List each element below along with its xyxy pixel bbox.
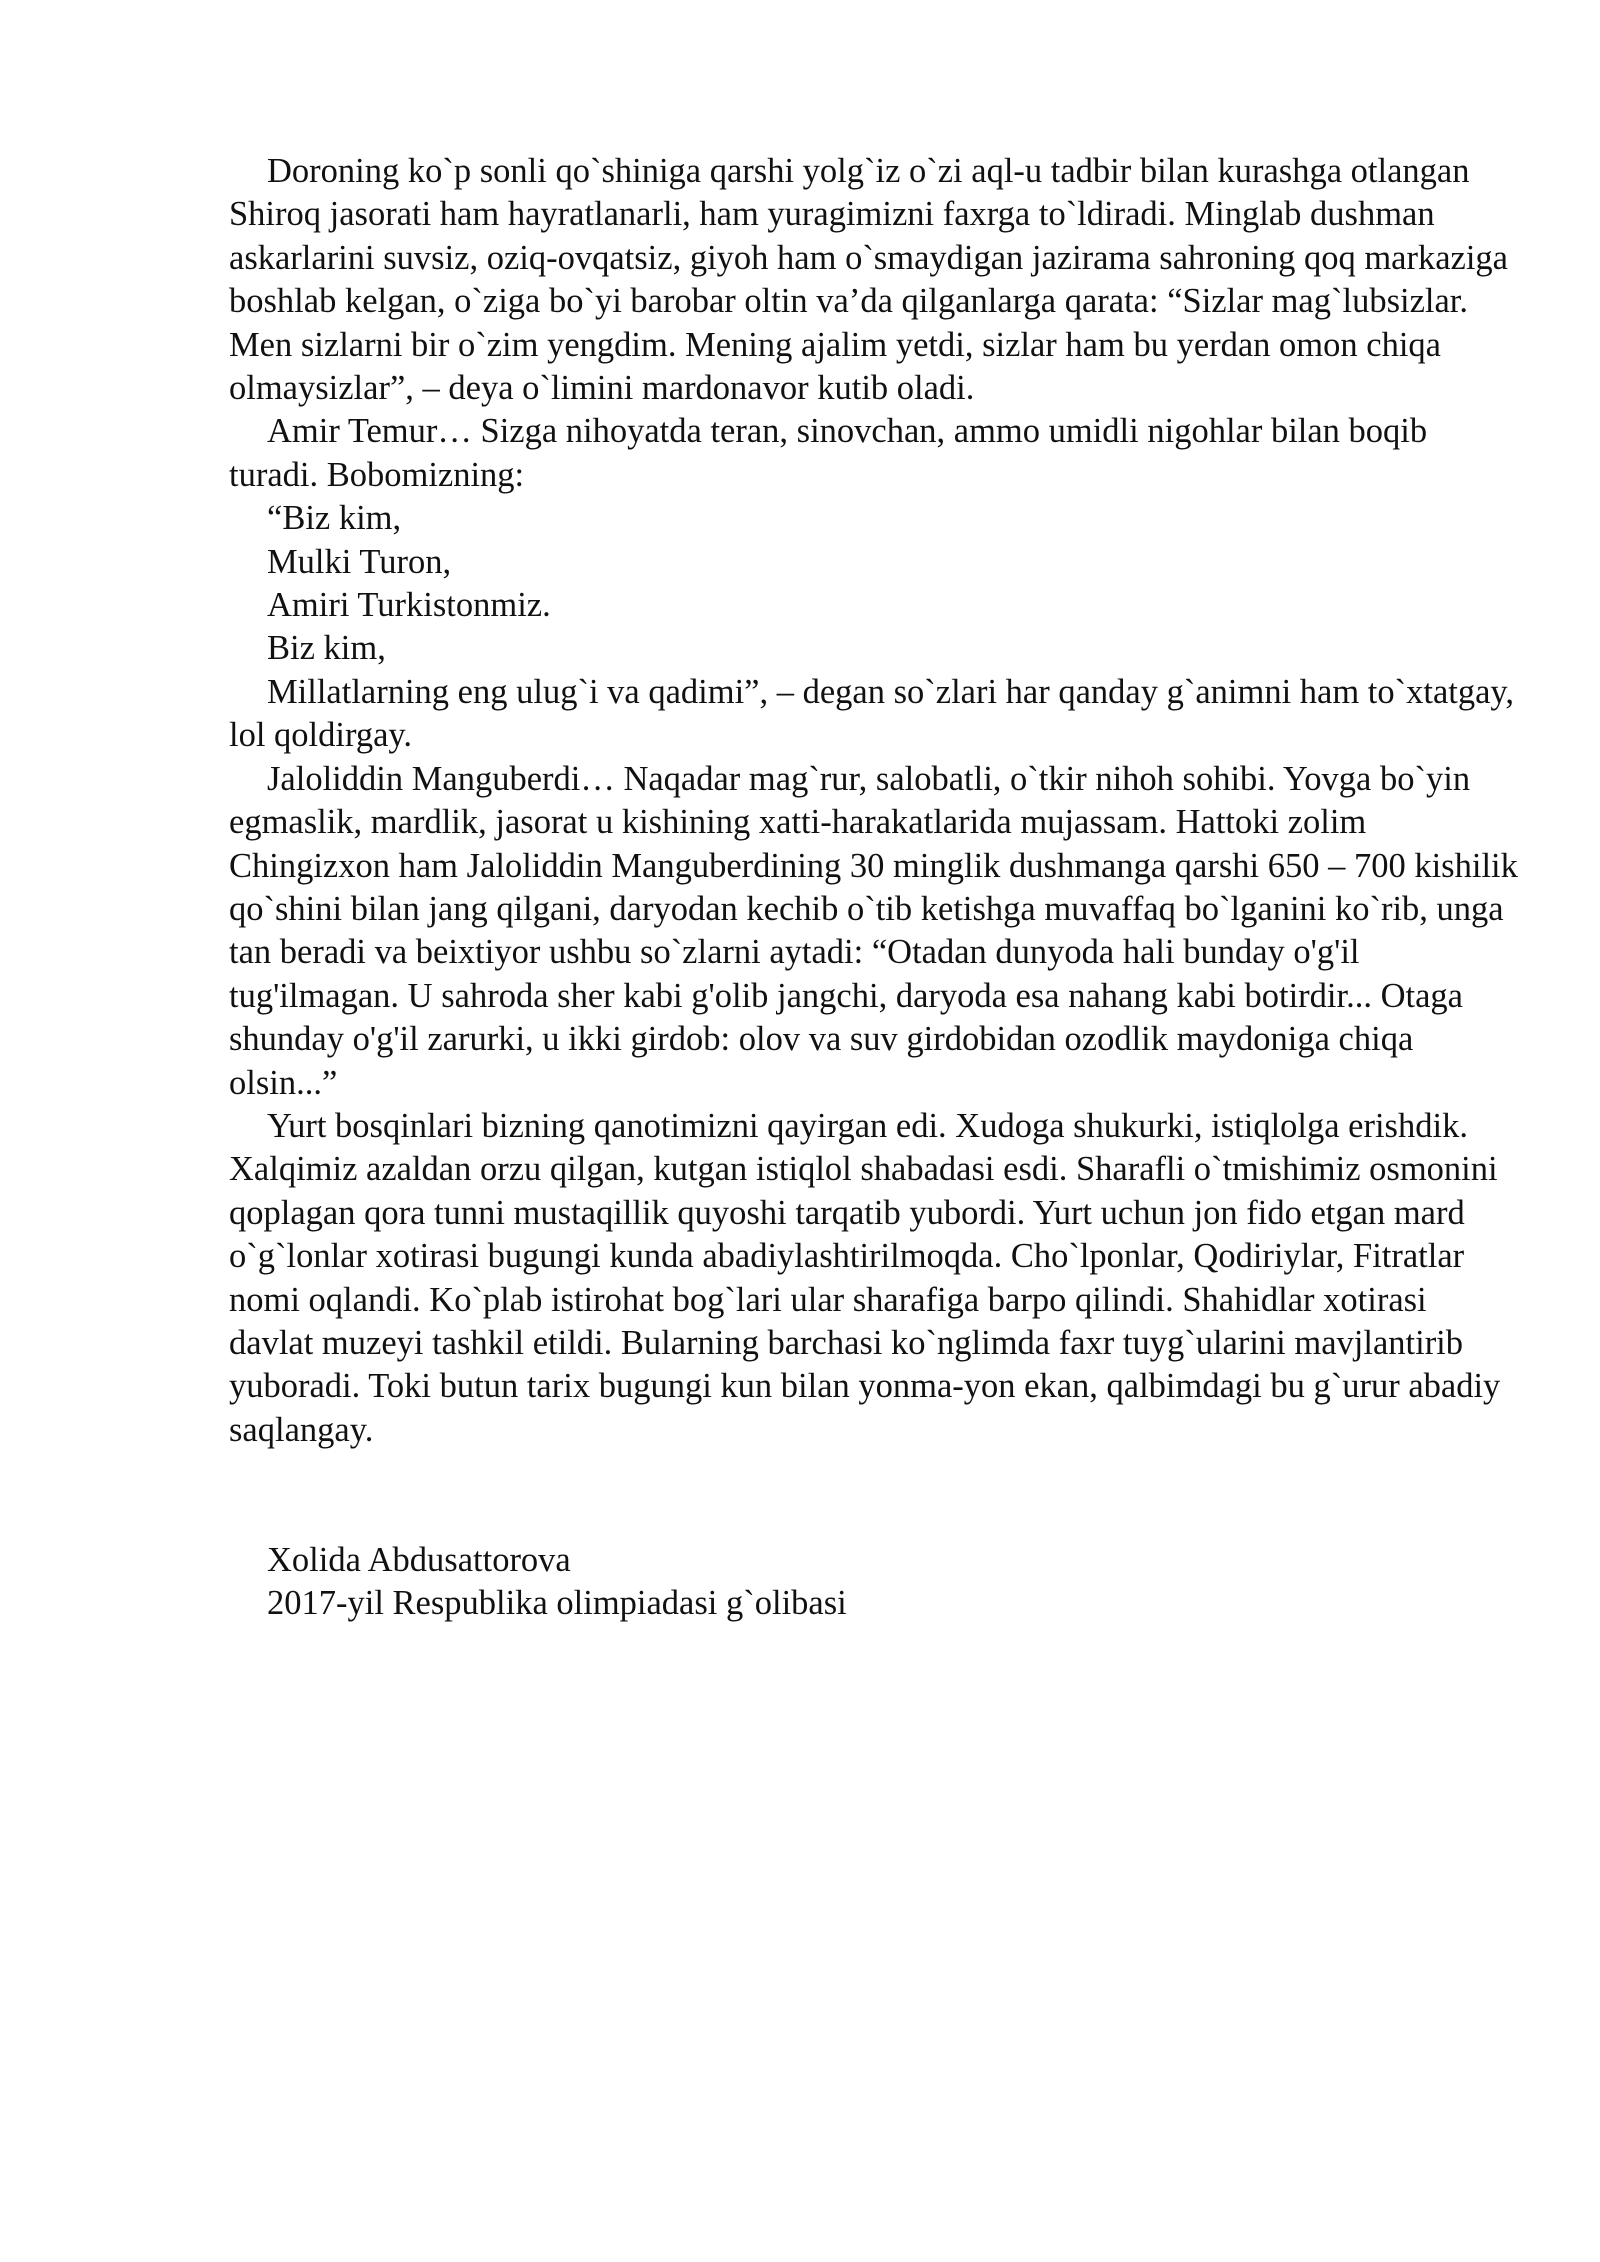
verse-line: Biz kim, bbox=[267, 629, 386, 668]
document-page bbox=[229, 150, 1519, 1626]
author-name: Xolida Abdusattorova bbox=[267, 1540, 571, 1579]
verse-line: “Biz kim, bbox=[267, 499, 402, 538]
paragraph-independence: Yurt bosqinlari bizning qanotimizni qayirgan edi. Xudoga shukurki, istiqlolga erishdik. Xalqimiz azaldan orzu qilgan, kutgan istiqlol shabadasi esdi. Sharafli o`tmishimiz osmonini qoplagan qora tunni mustaqillik quyoshi tarqatib yubordi. Yurt uchun jon fido etgan mard o`g`lonlar xotirasi bugungi kunda abadiylashtirilmoqda. Cho`lponlar, Qodiriylar, Fitratlar nomi oqlandi. Ko`plab istirohat bog`lari ular sharafiga barpo qilindi. Shahidlar xotirasi davlat muzeyi tashkil etildi. Bularning barchasi ko`nglimda faxr tuyg`ularini mavjlantirib yuboradi. Toki butun tarix bugungi kun bilan yonma-yon ekan, qalbimdagi bu g`urur abadiy saqlangay. bbox=[229, 1106, 1501, 1449]
verse-line: Mulki Turon, bbox=[267, 542, 452, 581]
paragraph-amir-temur: Amir Temur… Sizga nihoyatda teran, sinovchan, ammo umidli nigohlar bilan boqib turadi. Bobomizning: bbox=[229, 412, 1428, 494]
signature-block bbox=[229, 1539, 1519, 1626]
verse-closing-paragraph: Millatlarning eng ulug`i va qadimi”, – degan so`zlari har qanday g`animni ham to`xtatgay, lol qoldirgay. bbox=[229, 672, 1515, 755]
verse-quote bbox=[229, 497, 1519, 757]
author-title: 2017-yil Respublika olimpiadasi g`olibasi bbox=[267, 1584, 847, 1623]
verse-line: Amiri Turkistonmiz. bbox=[267, 586, 551, 625]
paragraph-shiroq: Doroning ko`p sonli qo`shiniga qarshi yolg`iz o`zi aql-u tadbir bilan kurashga otlangan Shiroq jasorati ham hayratlanarli, ham yuragimizni faxrga to`ldiradi. Minglab dushman askarlarini suvsiz, oziq-ovqatsiz, giyoh ham o`smaydigan jazirama sahroning qoq markaziga boshlab kelgan, o`ziga bo`yi barobar oltin va’da qilganlarga qarata: “Sizlar mag`lubsizlar. Men sizlarni bir o`zim yengdim. Mening ajalim yetdi, sizlar ham bu yerdan omon chiqa olmaysizlar”, – deya o`limini mardonavor kutib oladi. bbox=[229, 152, 1508, 408]
paragraph-jaloliddin: Jaloliddin Manguberdi… Naqadar mag`rur, salobatli, o`tkir nihoh sohibi. Yovga bo`yin egmaslik, mardlik, jasorat u kishining xatti-harakatlarida mujassam. Hattoki zolim Chingizxon ham Jaloliddin Manguberdining 30 minglik dushmanga qarshi 650 – 700 kishilik qo`shini bilan jang qilgani, daryodan kechib o`tib ketishga muvaffaq bo`lganini ko`rib, unga tan beradi va beixtiyor ushbu so`zlarni aytadi: “Otadan dunyoda hali bunday o'g'il tug'ilmagan. U sahroda sher kabi g'olib jangchi, daryoda esa nahang kabi botirdir... Otaga shunday o'g'il zarurki, u ikki girdob: olov va suv girdobidan ozodlik maydoniga chiqa olsin...” bbox=[229, 759, 1518, 1102]
